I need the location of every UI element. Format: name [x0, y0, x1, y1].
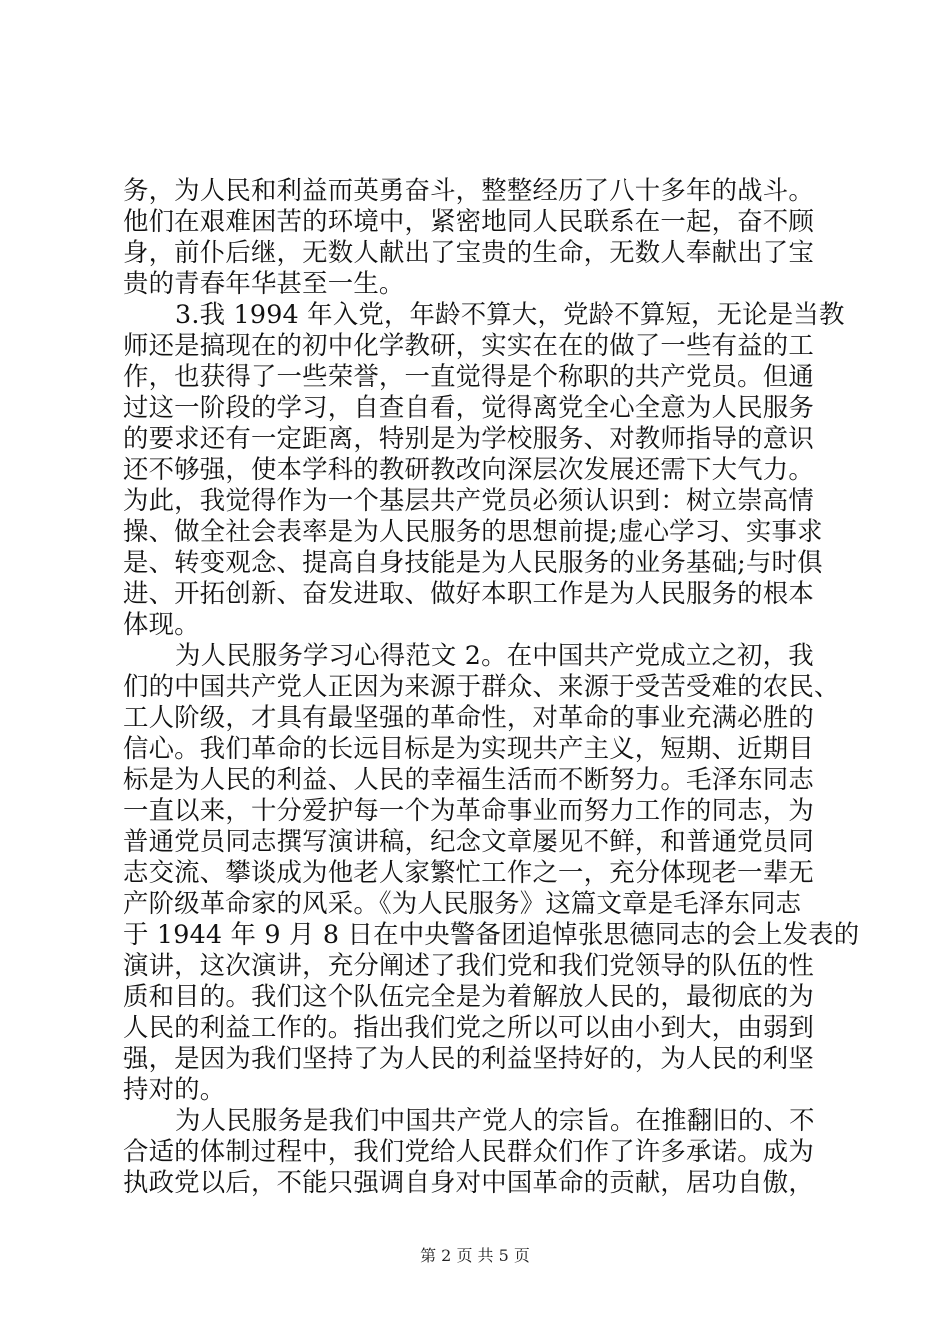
text-line: 他们在艰难困苦的环境中，紧密地同人民联系在一起，奋不顾 — [123, 206, 814, 236]
text-line: 持对的。 — [123, 1074, 226, 1104]
text-line: 一直以来，十分爱护每一个为革命事业而努力工作的同志，为 — [123, 795, 814, 825]
text-line: 师还是搞现在的初中化学教研，实实在在的做了一些有益的工 — [123, 330, 814, 360]
text-line: 标是为人民的利益、人民的幸福生活而不断努力。毛泽东同志 — [123, 764, 814, 794]
text-line: 过这一阶段的学习，自查自看，觉得离党全心全意为人民服务 — [123, 392, 814, 422]
text-line: 志交流、攀谈成为他老人家繁忙工作之一，充分体现老一辈无 — [123, 857, 814, 887]
text-line: 作，也获得了一些荣誉，一直觉得是个称职的共产党员。但通 — [123, 361, 814, 391]
text-line: 信心。我们革命的长远目标是为实现共产主义，短期、近期目 — [123, 733, 814, 763]
text-line: 工人阶级，才具有最坚强的革命性，对革命的事业充满必胜的 — [123, 702, 814, 732]
text-line: 为此，我觉得作为一个基层共产党员必须认识到：树立崇高情 — [123, 485, 814, 515]
text-line: 为人民服务学习心得范文 2。在中国共产党成立之初，我 — [175, 640, 814, 670]
text-line: 的要求还有一定距离，特别是为学校服务、对教师指导的意识 — [123, 423, 814, 453]
text-line: 3.我 1994 年入党，年龄不算大，党龄不算短，无论是当教 — [175, 299, 845, 329]
text-line: 质和目的。我们这个队伍完全是为着解放人民的，最彻底的为 — [123, 981, 814, 1011]
text-line: 于 1944 年 9 月 8 日在中央警备团追悼张思德同志的会上发表的 — [123, 919, 860, 949]
text-line: 身，前仆后继，无数人献出了宝贵的生命，无数人奉献出了宝 — [123, 237, 814, 267]
text-line: 合适的体制过程中，我们党给人民群众们作了许多承诺。成为 — [123, 1136, 814, 1166]
text-line: 执政党以后，不能只强调自身对中国革命的贡献，居功自傲， — [123, 1167, 814, 1197]
text-line: 进、开拓创新、奋发进取、做好本职工作是为人民服务的根本 — [123, 578, 814, 608]
text-line: 是、转变观念、提高自身技能是为人民服务的业务基础;与时俱 — [123, 547, 823, 577]
text-line: 操、做全社会表率是为人民服务的思想前提;虚心学习、实事求 — [123, 516, 823, 546]
text-line: 贵的青春年华甚至一生。 — [123, 268, 405, 298]
text-line: 还不够强，使本学科的教研教改向深层次发展还需下大气力。 — [123, 454, 814, 484]
text-line: 普通党员同志撰写演讲稿，纪念文章屡见不鲜，和普通党员同 — [123, 826, 814, 856]
text-line: 们的中国共产党人正因为来源于群众、来源于受苦受难的农民、 — [123, 671, 840, 701]
text-line: 强，是因为我们坚持了为人民的利益坚持好的，为人民的利坚 — [123, 1043, 814, 1073]
page-footer: 第 2 页 共 5 页 — [420, 1246, 530, 1265]
text-line: 产阶级革命家的风采。《为人民服务》这篇文章是毛泽东同志 — [123, 888, 802, 918]
text-line: 人民的利益工作的。指出我们党之所以可以由小到大，由弱到 — [123, 1012, 814, 1042]
text-line: 演讲，这次演讲，充分阐述了我们党和我们党领导的队伍的性 — [123, 950, 814, 980]
text-line: 体现。 — [123, 609, 200, 639]
text-line: 为人民服务是我们中国共产党人的宗旨。在推翻旧的、不 — [175, 1105, 815, 1135]
text-line: 务，为人民和利益而英勇奋斗，整整经历了八十多年的战斗。 — [123, 175, 814, 205]
